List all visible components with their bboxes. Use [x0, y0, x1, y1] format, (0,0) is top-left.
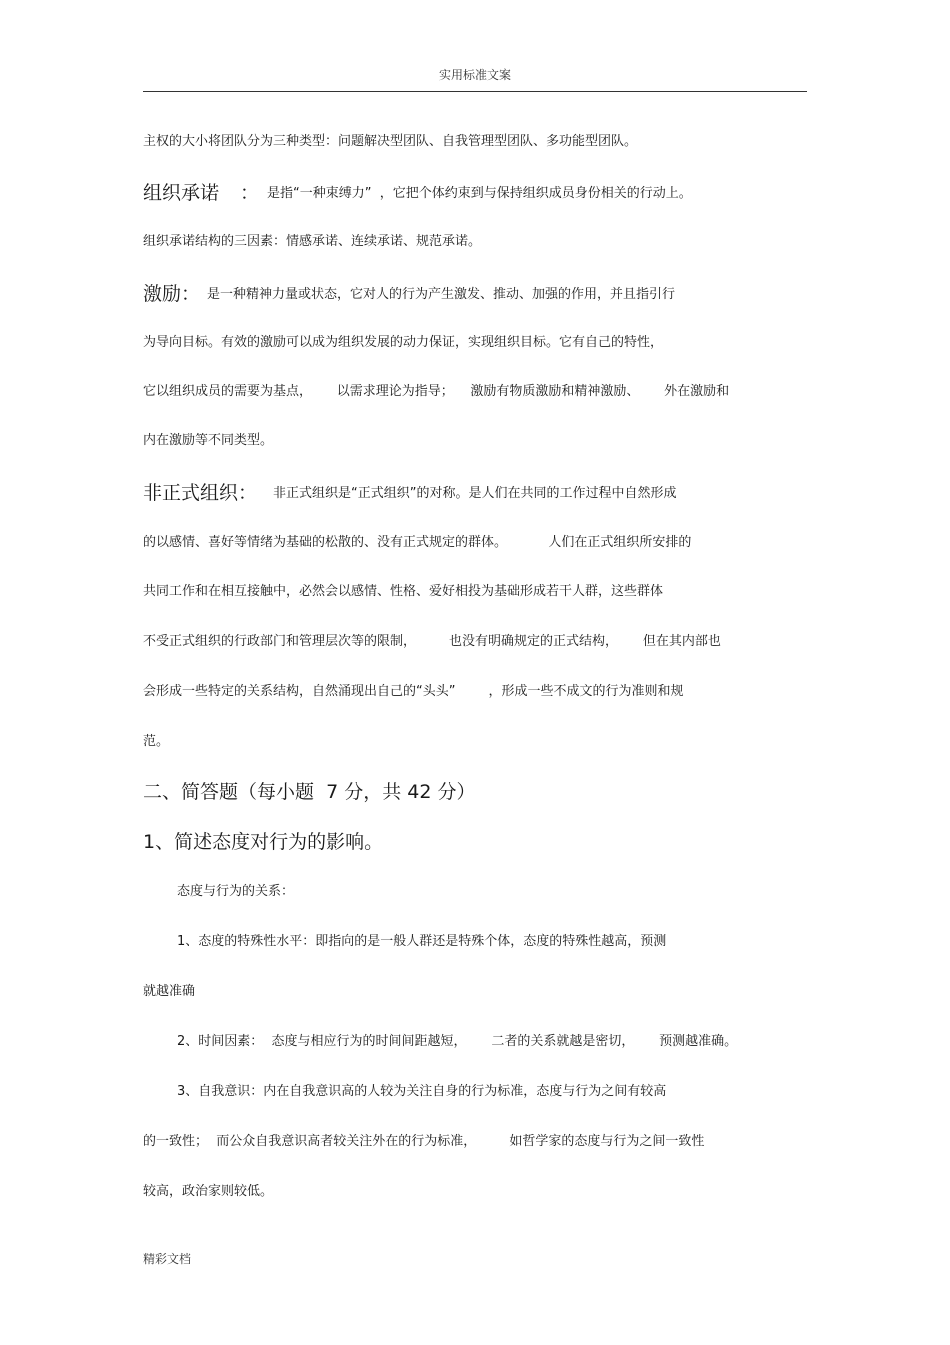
text-line: 非正式组织是“正式组织”的对称。是人们在共同的工作过程中自然形成: [273, 486, 677, 501]
header-divider: [143, 91, 807, 92]
text-line: 范。: [143, 734, 170, 749]
question-heading: 1、简述态度对行为的影响。: [143, 831, 384, 853]
text-line: 的以感情、喜好等情绪为基础的松散的、没有正式规定的群体。 人们在正式组织所安排的: [143, 535, 692, 550]
text-line: 1、态度的特殊性水平：即指向的是一般人群还是特殊个体，态度的特殊性越高，预测: [177, 934, 667, 949]
text-line: 组织承诺结构的三因素：情感承诺、连续承诺、规范承诺。: [143, 234, 482, 249]
term-colon: ：: [240, 182, 260, 204]
text-line: 就越准确: [143, 984, 196, 999]
text-line: 为导向目标。有效的激励可以成为组织发展的动力保证，实现组织目标。它有自己的特性，: [143, 335, 664, 350]
text-line: 共同工作和在相互接触中，必然会以感情、性格、爱好相投为基础形成若干人群，这些群体: [143, 584, 664, 599]
text-line: 的一致性； 而公众自我意识高者较关注外在的行为标准， 如哲学家的态度与行为之间一致性: [143, 1134, 705, 1149]
page-footer: 精彩文档: [143, 1252, 192, 1266]
section-heading: 二、简答题（每小题 7 分，共 42 分）: [143, 781, 476, 803]
text-line: 内在激励等不同类型。: [143, 433, 274, 448]
text-line: 2、时间因素： 态度与相应行为的时间间距越短， 二者的关系就越是密切， 预测越准确。: [177, 1034, 738, 1049]
text-line: 较高，政治家则较低。: [143, 1184, 274, 1199]
term-informal-organization: 非正式组织：: [143, 482, 258, 504]
term-motivation: 激励：: [143, 283, 201, 305]
text-line: 态度与行为的关系：: [177, 884, 295, 899]
text-line: 主权的大小将团队分为三种类型：问题解决型团队、自我管理型团队、多功能型团队。: [143, 134, 638, 149]
term-organizational-commitment: 组织承诺: [143, 182, 220, 204]
text-line: 不受正式组织的行政部门和管理层次等的限制， 也没有明确规定的正式结构， 但在其内部也: [143, 634, 721, 649]
text-line: 是一种精神力量或状态，它对人的行为产生激发、推动、加强的作用，并且指引行: [207, 287, 676, 302]
page-header: 实用标准文案: [438, 68, 511, 82]
text-line: 会形成一些特定的关系结构，自然涌现出自己的“头头” ，形成一些不成文的行为准则和规: [143, 684, 684, 699]
text-line: 它以组织成员的需要为基点， 以需求理论为指导； 激励有物质激励和精神激励、 外在激励和: [143, 384, 730, 399]
text-line: 是指“一种束缚力” ，它把个体约束到与保持组织成员身份相关的行动上。: [267, 186, 692, 201]
text-line: 3、自我意识：内在自我意识高的人较为关注自身的行为标准，态度与行为之间有较高: [177, 1084, 667, 1099]
